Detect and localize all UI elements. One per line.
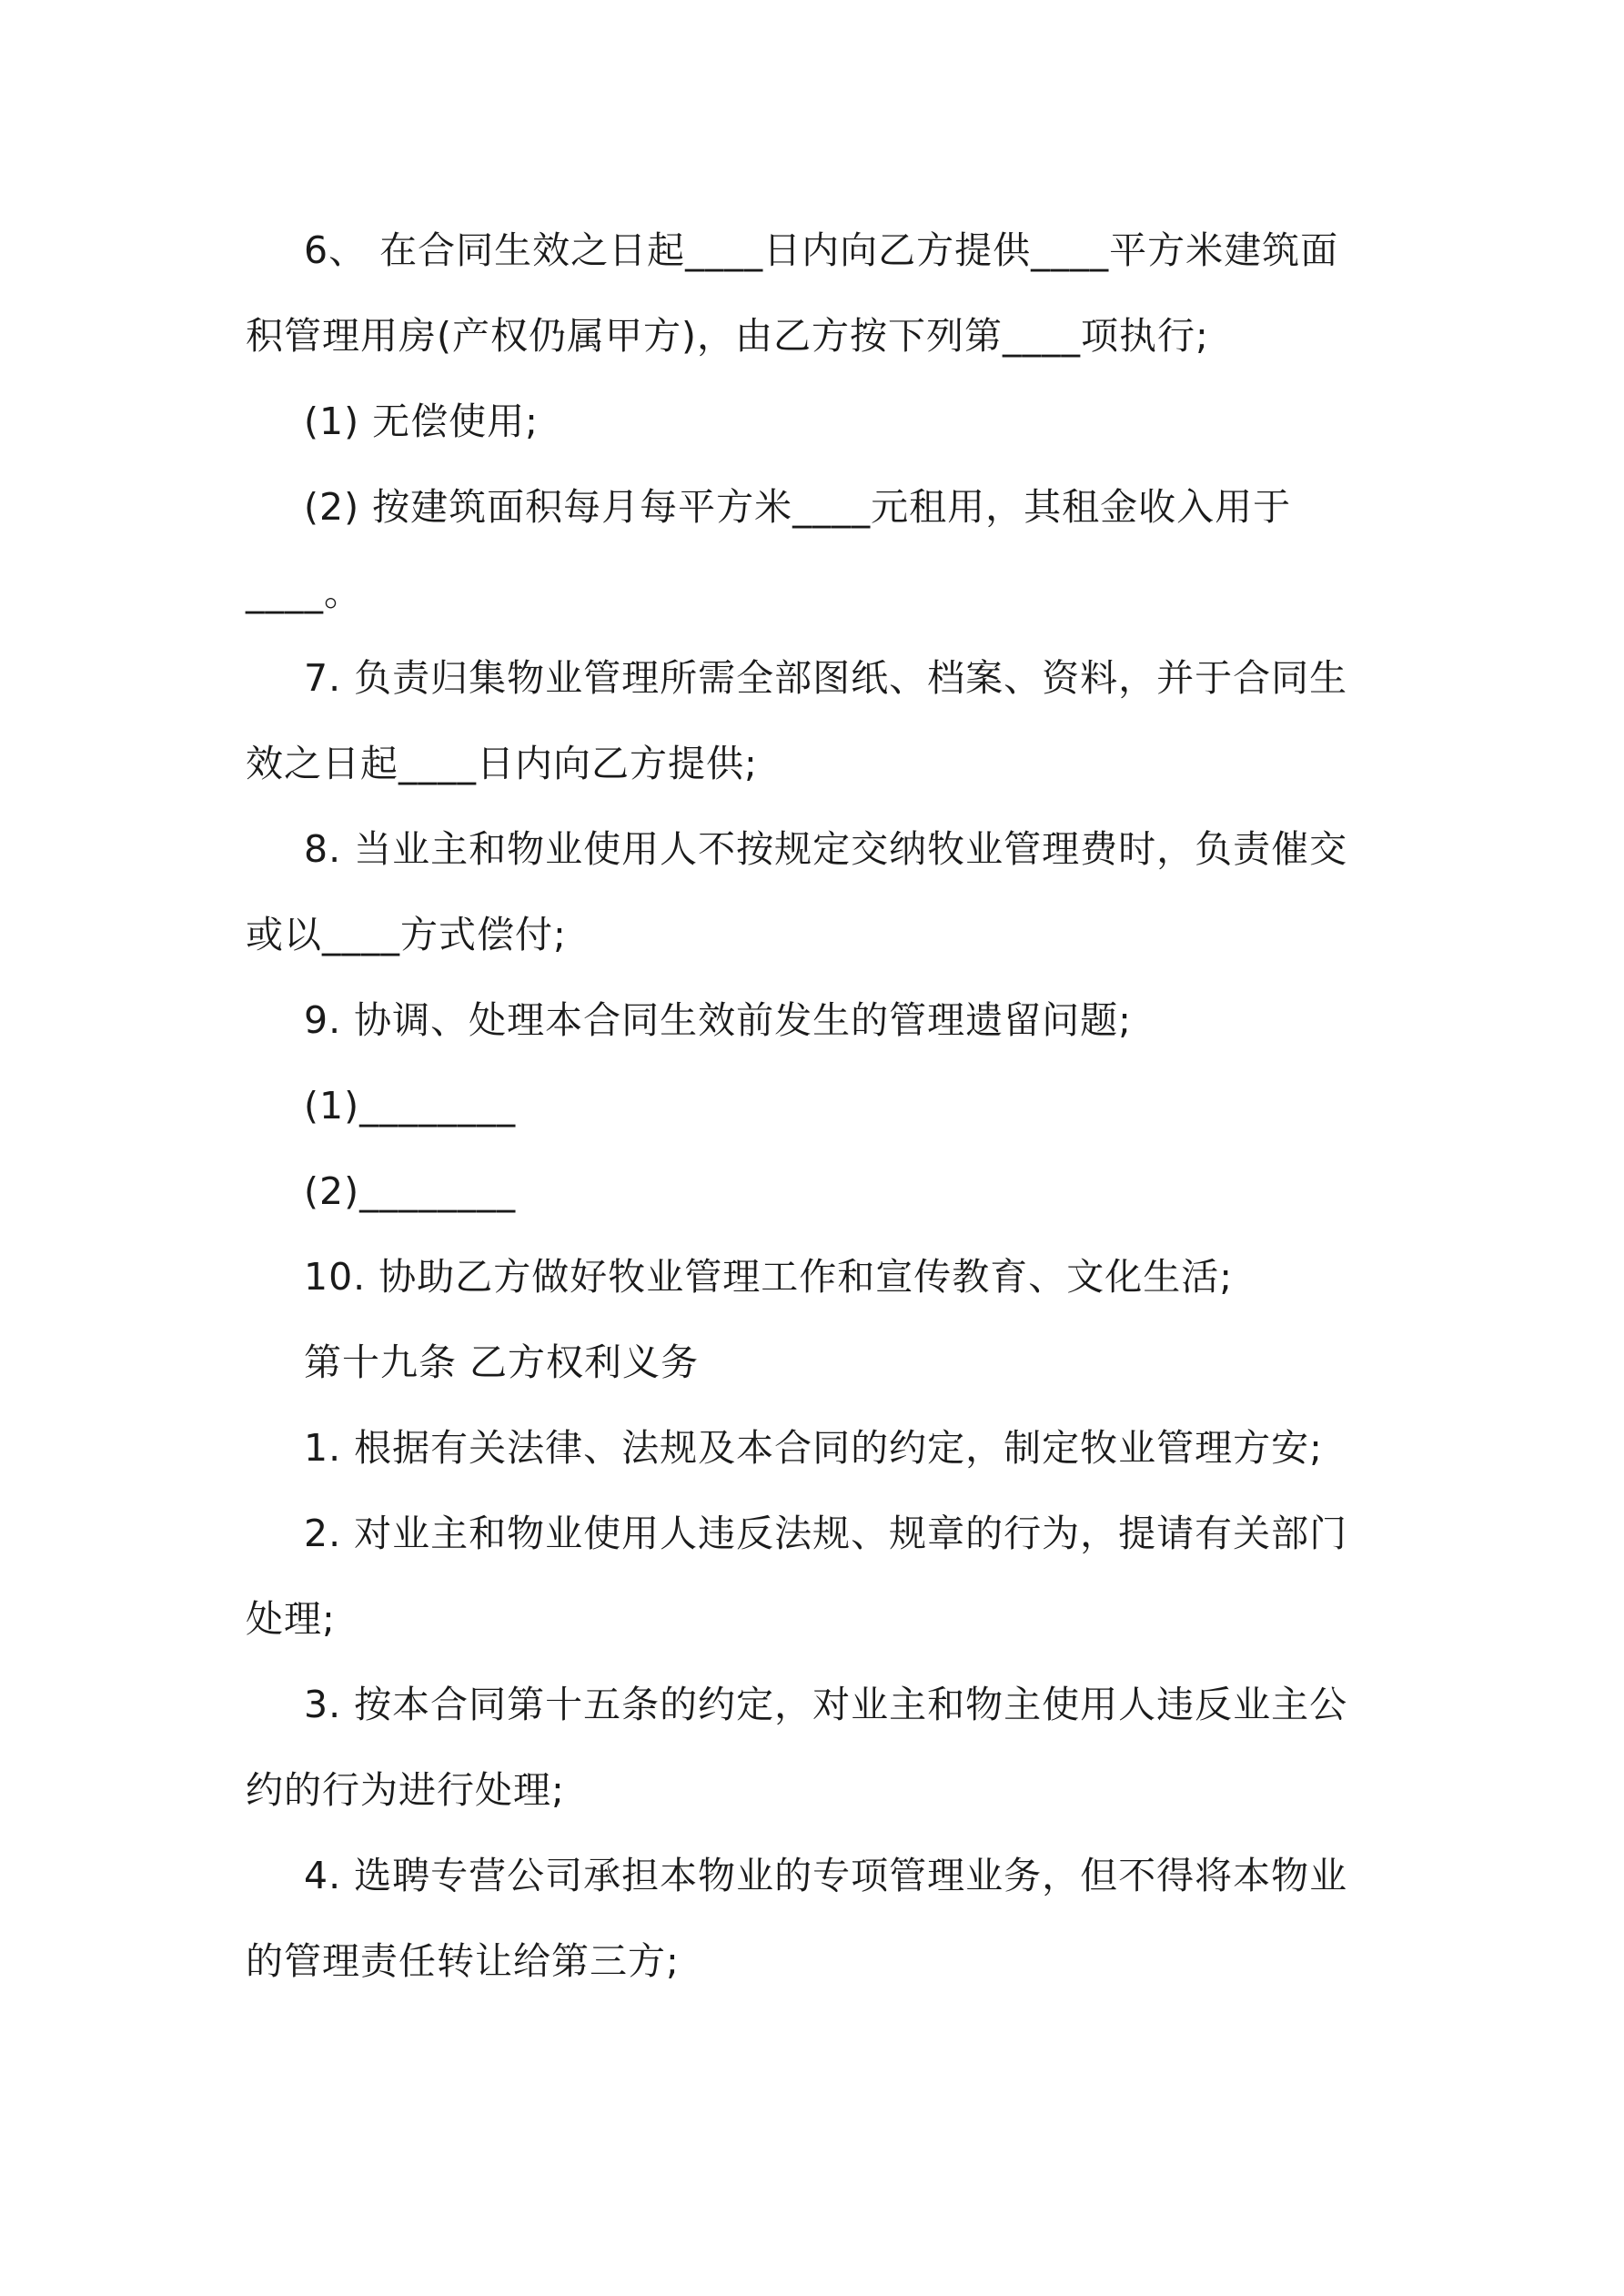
- article-19-item-2-line-2: 处理;: [246, 1597, 336, 1641]
- article-19-item-4-line-1: 4. 选聘专营公司承担本物业的专项管理业务，但不得将本物业: [304, 1854, 1348, 1897]
- item-6-option-2-line-1: (2) 按建筑面积每月每平方米____元租用，其租金收入用于: [304, 485, 1292, 529]
- item-9-blank-2: (2)________: [304, 1169, 517, 1213]
- item-9: 9. 协调、处理本合同生效前发生的管理遗留问题;: [304, 998, 1132, 1042]
- document-body: [246, 207, 1383, 2004]
- item-9-blank-1: (1)________: [304, 1084, 517, 1128]
- article-19-item-3-line-1: 3. 按本合同第十五条的约定，对业主和物主使用人违反业主公: [304, 1683, 1348, 1726]
- article-19-item-3-line-2: 约的行为进行处理;: [246, 1768, 565, 1812]
- item-8-line-1: 8. 当业主和物业使用人不按规定交纳牧业管理费时，负责催交: [304, 827, 1348, 871]
- article-19-item-4-line-2: 的管理责任转让给第三方;: [246, 1939, 680, 1983]
- item-6-line-2: 积管理用房(产权仍属甲方)，由乙方按下列第____项执行;: [246, 314, 1209, 358]
- article-19-heading: 第十九条 乙方权利义务: [304, 1340, 700, 1384]
- item-6-line-1: 6、 在合同生效之日起____日内向乙方提供____平方米建筑面: [304, 228, 1339, 272]
- item-6-option-1: (1) 无偿使用;: [304, 400, 539, 443]
- item-6-option-2-line-2: ____。: [246, 571, 362, 614]
- item-10: 10. 协助乙方做好牧业管理工作和宣传教育、文化生活;: [304, 1255, 1234, 1299]
- article-19-item-2-line-1: 2. 对业主和物业使用人违反法规、规章的行为，提请有关部门: [304, 1512, 1348, 1555]
- item-7-line-1: 7. 负责归集物业管理所需全部图纸、档案、资料，并于合同生: [304, 656, 1348, 700]
- article-19-item-1: 1. 根据有关法律、法规及本合同的约定，制定牧业管理方安;: [304, 1426, 1323, 1470]
- item-8-line-2: 或以____方式偿付;: [246, 913, 567, 956]
- item-7-line-2: 效之日起____日内向乙方提供;: [246, 742, 758, 785]
